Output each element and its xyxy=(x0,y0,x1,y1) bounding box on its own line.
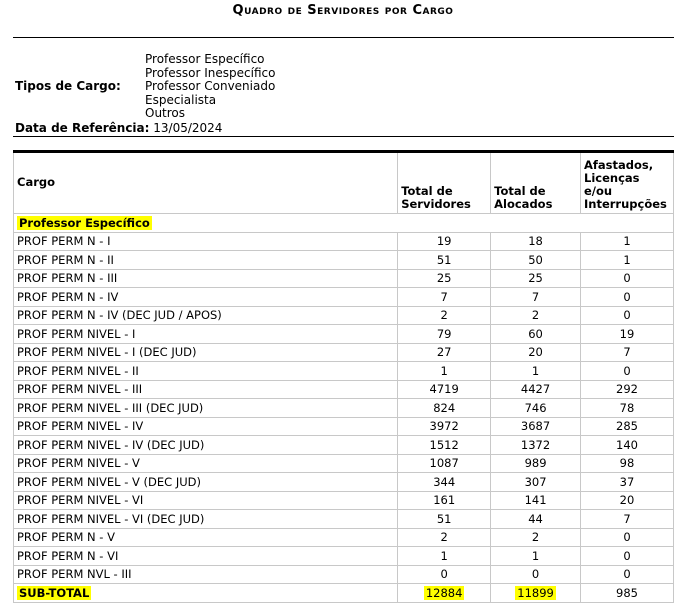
afastados-cell: 7 xyxy=(581,343,674,362)
group-cell xyxy=(14,214,674,233)
header-afastados-line2: Licenças xyxy=(584,171,640,185)
servidores-table xyxy=(13,150,674,603)
alocados-cell: 25 xyxy=(491,269,581,288)
table-row xyxy=(14,473,674,492)
servidores-cell: 2 xyxy=(398,528,491,547)
servidores-cell: 25 xyxy=(398,269,491,288)
servidores-cell: 51 xyxy=(398,510,491,529)
servidores-cell: 824 xyxy=(398,399,491,418)
afastados-cell: 0 xyxy=(581,288,674,307)
servidores-cell: 7 xyxy=(398,288,491,307)
report-title: Quadro de Servidores por Cargo xyxy=(232,3,454,18)
cargo-cell: PROF PERM NIVEL - II xyxy=(14,362,398,381)
afastados-cell: 140 xyxy=(581,436,674,455)
table-row xyxy=(14,399,674,418)
afastados-cell: 0 xyxy=(581,528,674,547)
header-total-servidores-line1: Total de xyxy=(401,184,453,198)
alocados-cell: 1 xyxy=(491,547,581,566)
table-row xyxy=(14,232,674,251)
header-afastados-line4: Interrupções xyxy=(584,197,667,211)
alocados-cell: 989 xyxy=(491,454,581,473)
servidores-cell: 161 xyxy=(398,491,491,510)
afastados-cell: 292 xyxy=(581,380,674,399)
cargo-cell: PROF PERM N - IV xyxy=(14,288,398,307)
cargo-cell: PROF PERM NIVEL - I (DEC JUD) xyxy=(14,343,398,362)
subtotal-row xyxy=(14,584,674,603)
tipo-item: Professor Inespecífico xyxy=(145,65,276,80)
reference-date-value: 13/05/2024 xyxy=(153,121,223,135)
servidores-cell: 3972 xyxy=(398,417,491,436)
header-cargo: Cargo xyxy=(14,152,398,214)
afastados-cell: 1 xyxy=(581,251,674,270)
tipo-item: Especialista xyxy=(145,92,217,107)
table-row xyxy=(14,306,674,325)
alocados-cell: 18 xyxy=(491,232,581,251)
subtotal-servidores: 12884 xyxy=(425,585,463,600)
alocados-cell: 44 xyxy=(491,510,581,529)
afastados-cell: 20 xyxy=(581,491,674,510)
tipo-item: Professor Específico xyxy=(145,52,265,66)
header-total-servidores-line2: Servidores xyxy=(401,197,471,211)
table-row xyxy=(14,510,674,529)
subtotal-label: SUB-TOTAL xyxy=(19,585,90,600)
subtotal-alocados: 11899 xyxy=(517,585,554,600)
table-row xyxy=(14,491,674,510)
cargo-cell: PROF PERM NIVEL - III (DEC JUD) xyxy=(14,399,398,418)
table-row xyxy=(14,269,674,288)
header-total-alocados-line1: Total de xyxy=(494,184,546,198)
afastados-cell: 0 xyxy=(581,547,674,566)
reference-date-line xyxy=(15,121,222,135)
header-total-alocados-line2: Alocados xyxy=(494,197,553,211)
table-row xyxy=(14,454,674,473)
servidores-cell: 4719 xyxy=(398,380,491,399)
header-afastados xyxy=(581,152,674,214)
header-afastados-line3: e/ou xyxy=(584,184,613,198)
cargo-cell: PROF PERM NIVEL - VI xyxy=(14,491,398,510)
alocados-cell: 3687 xyxy=(491,417,581,436)
header-total-alocados xyxy=(491,152,581,214)
servidores-cell: 0 xyxy=(398,565,491,584)
afastados-cell: 0 xyxy=(581,306,674,325)
cargo-cell: PROF PERM N - I xyxy=(14,232,398,251)
cargo-cell: PROF PERM NIVEL - VI (DEC JUD) xyxy=(14,510,398,529)
cargo-cell: PROF PERM NIVEL - III xyxy=(14,380,398,399)
alocados-cell: 60 xyxy=(491,325,581,344)
table-row xyxy=(14,380,674,399)
alocados-cell: 307 xyxy=(491,473,581,492)
cargo-cell: PROF PERM N - VI xyxy=(14,547,398,566)
alocados-cell: 0 xyxy=(491,565,581,584)
servidores-cell: 1087 xyxy=(398,454,491,473)
header-afastados-line1: Afastados, xyxy=(584,158,654,172)
header-divider xyxy=(13,37,674,38)
servidores-cell: 19 xyxy=(398,232,491,251)
afastados-cell: 1 xyxy=(581,232,674,251)
servidores-cell: 1 xyxy=(398,362,491,381)
cargo-cell: PROF PERM NIVEL - IV (DEC JUD) xyxy=(14,436,398,455)
servidores-cell: 27 xyxy=(398,343,491,362)
table-row xyxy=(14,251,674,270)
subtotal-alocados-cell xyxy=(491,584,581,603)
cargo-cell: PROF PERM NIVEL - V (DEC JUD) xyxy=(14,473,398,492)
tipo-item: Professor Conveniado xyxy=(145,79,276,93)
afastados-cell: 98 xyxy=(581,454,674,473)
cargo-cell: PROF PERM NIVEL - IV xyxy=(14,417,398,436)
table-row xyxy=(14,362,674,381)
afastados-cell: 0 xyxy=(581,565,674,584)
alocados-cell: 4427 xyxy=(491,380,581,399)
tipos-label: Tipos de Cargo: xyxy=(15,79,121,93)
cargo-cell: PROF PERM N - IV (DEC JUD / APOS) xyxy=(14,306,398,325)
servidores-cell: 2 xyxy=(398,306,491,325)
table-header-row xyxy=(14,152,674,214)
cargo-cell: PROF PERM N - V xyxy=(14,528,398,547)
afastados-cell: 285 xyxy=(581,417,674,436)
cargo-cell: PROF PERM N - III xyxy=(14,269,398,288)
cargo-cell: PROF PERM NIVEL - I xyxy=(14,325,398,344)
tipo-item: Outros xyxy=(145,106,186,120)
table-row xyxy=(14,288,674,307)
table-row xyxy=(14,343,674,362)
tipos-list xyxy=(145,53,275,121)
subtotal-afastados: 985 xyxy=(581,584,674,603)
alocados-cell: 50 xyxy=(491,251,581,270)
afastados-cell: 19 xyxy=(581,325,674,344)
info-divider xyxy=(13,136,674,137)
afastados-cell: 0 xyxy=(581,269,674,288)
alocados-cell: 1 xyxy=(491,362,581,381)
group-label: Professor Específico xyxy=(19,215,150,230)
table-row xyxy=(14,325,674,344)
header-total-servidores xyxy=(398,152,491,214)
alocados-cell: 746 xyxy=(491,399,581,418)
alocados-cell: 20 xyxy=(491,343,581,362)
afastados-cell: 0 xyxy=(581,362,674,381)
table-row xyxy=(14,436,674,455)
servidores-cell: 79 xyxy=(398,325,491,344)
servidores-cell: 1 xyxy=(398,547,491,566)
table-row xyxy=(14,547,674,566)
table-row xyxy=(14,528,674,547)
afastados-cell: 78 xyxy=(581,399,674,418)
alocados-cell: 2 xyxy=(491,306,581,325)
alocados-cell: 7 xyxy=(491,288,581,307)
table-row xyxy=(14,417,674,436)
cargo-cell: PROF PERM NIVEL - V xyxy=(14,454,398,473)
alocados-cell: 1372 xyxy=(491,436,581,455)
servidores-cell: 1512 xyxy=(398,436,491,455)
reference-date-label: Data de Referência: xyxy=(15,121,150,135)
cargo-cell: PROF PERM NVL - III xyxy=(14,565,398,584)
subtotal-cell xyxy=(14,584,398,603)
alocados-cell: 141 xyxy=(491,491,581,510)
servidores-cell: 51 xyxy=(398,251,491,270)
subtotal-servidores-cell xyxy=(398,584,491,603)
servidores-cell: 344 xyxy=(398,473,491,492)
alocados-cell: 2 xyxy=(491,528,581,547)
afastados-cell: 37 xyxy=(581,473,674,492)
group-row xyxy=(14,214,674,233)
afastados-cell: 7 xyxy=(581,510,674,529)
cargo-cell: PROF PERM N - II xyxy=(14,251,398,270)
table-row xyxy=(14,565,674,584)
